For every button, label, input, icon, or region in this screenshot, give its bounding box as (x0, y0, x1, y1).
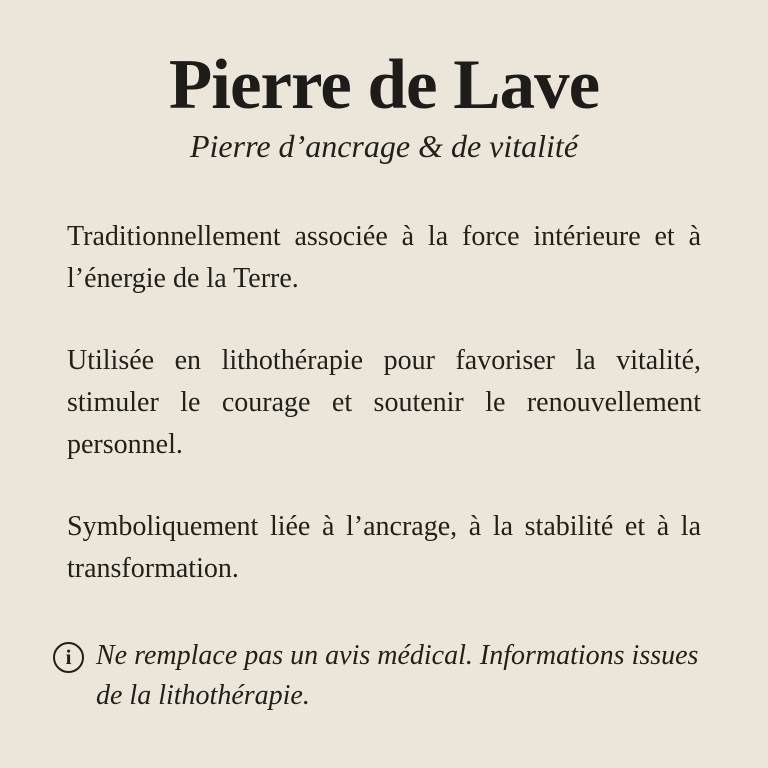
page-title: Pierre de Lave (168, 46, 600, 124)
disclaimer-text: Ne remplace pas un avis médical. Informations issues de la lithothérapie. (96, 639, 699, 711)
paragraph-tradition: Traditionnellement associée à la force intérieure et à l’énergie de la Terre. (67, 220, 701, 294)
info-icon: i (53, 642, 84, 673)
paragraph-symbolism: Symboliquement liée à l’ancrage, à la stabilité et à la transformation. (67, 510, 701, 584)
disclaimer (53, 636, 701, 716)
page-subtitle: Pierre d’ancrage & de vitalité (189, 128, 579, 165)
paragraph-usage: Utilisée en lithothérapie pour favoriser la vitalité, stimuler le courage et soutenir le renouvellement personnel. (67, 344, 701, 460)
